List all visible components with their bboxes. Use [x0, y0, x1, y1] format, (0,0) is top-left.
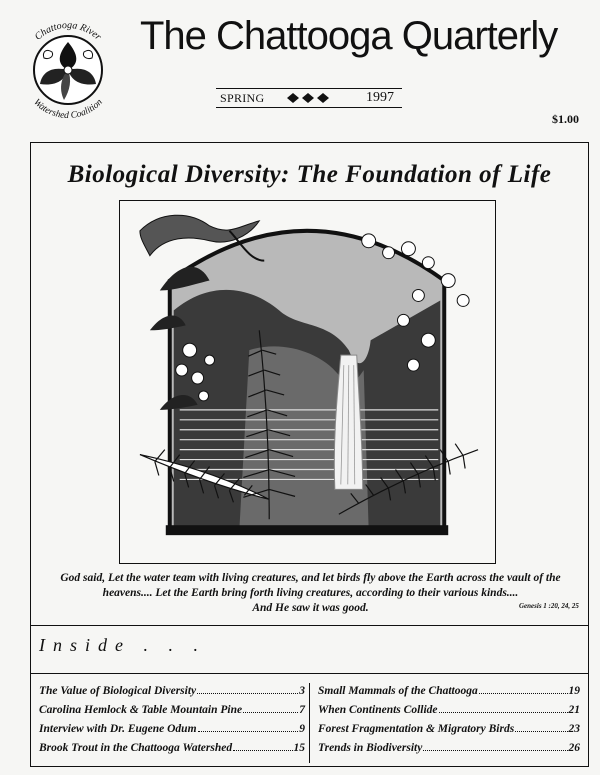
issue-year: 1997 — [366, 90, 394, 105]
toc-leader — [515, 731, 567, 732]
toc-item-page: 15 — [293, 742, 305, 754]
masthead-title: The Chattooga Quarterly — [140, 14, 558, 58]
cover-frame — [30, 142, 589, 767]
waterfall-fern-illustration — [120, 201, 495, 563]
toc-item[interactable] — [318, 723, 580, 742]
toc-leader — [243, 712, 298, 713]
toc-leader — [479, 693, 568, 694]
toc-right-column — [318, 685, 580, 761]
quote-line: heavens.... Let the Earth bring forth living creatures, according to their various kinds.... — [102, 587, 519, 599]
quote-citation: Genesis 1 :20, 24, 25 — [519, 602, 579, 610]
toc-item-title: Small Mammals of the Chattooga — [318, 685, 478, 697]
toc-item-title: Forest Fragmentation & Migratory Birds — [318, 723, 515, 735]
section-divider — [31, 625, 588, 626]
toc-item-title: Interview with Dr. Eugene Odum — [39, 723, 197, 735]
quote-line: God said, Let the water team with living creatures, and let birds fly above the Earth across the vault of the — [60, 572, 561, 584]
toc-item[interactable] — [39, 723, 305, 742]
toc-item-page: 26 — [568, 742, 580, 754]
toc-item[interactable] — [39, 685, 305, 704]
toc-item-title: When Continents Collide — [318, 704, 438, 716]
toc-item-title: Brook Trout in the Chattooga Watershed — [39, 742, 233, 754]
toc-item-title: The Value of Biological Diversity — [39, 685, 197, 697]
logo-text-top: Chattooga River — [32, 19, 104, 43]
cover-illustration — [119, 200, 496, 564]
toc-item-page: 21 — [568, 704, 580, 716]
toc-item[interactable] — [39, 704, 305, 723]
toc-item-title: Trends in Biodiversity — [318, 742, 423, 754]
trillium-flower-icon — [12, 12, 124, 124]
cover-quote — [45, 571, 576, 616]
toc-item[interactable] — [318, 742, 580, 761]
inside-rule — [31, 673, 588, 674]
issue-price: $1.00 — [552, 112, 579, 126]
issue-season: SPRING — [220, 91, 265, 105]
toc-item[interactable] — [318, 685, 580, 704]
toc-leader — [423, 750, 567, 751]
toc-item[interactable] — [39, 742, 305, 761]
toc-leader — [439, 712, 568, 713]
toc-left-column — [39, 685, 305, 761]
toc-column-divider — [309, 683, 310, 763]
toc-item-page: 3 — [299, 685, 305, 697]
toc-item-page: 9 — [299, 723, 305, 735]
logo-text-bottom: Watershed Coalition — [31, 97, 105, 122]
toc-leader — [197, 693, 298, 694]
quote-line: And He saw it was good. — [252, 602, 369, 614]
toc-item-title: Carolina Hemlock & Table Mountain Pine — [39, 704, 243, 716]
toc-leader — [233, 750, 292, 751]
toc-item-page: 23 — [568, 723, 580, 735]
cover-headline: Biological Diversity: The Foundation of Life — [67, 161, 552, 188]
toc-item[interactable] — [318, 704, 580, 723]
issue-bar — [216, 88, 402, 108]
inside-label: Inside . . . — [39, 635, 206, 655]
toc-item-page: 7 — [299, 704, 305, 716]
toc-leader — [198, 731, 299, 732]
toc-item-page: 19 — [568, 685, 580, 697]
diamond-ornament-icon — [286, 92, 330, 104]
coalition-logo — [12, 12, 124, 124]
